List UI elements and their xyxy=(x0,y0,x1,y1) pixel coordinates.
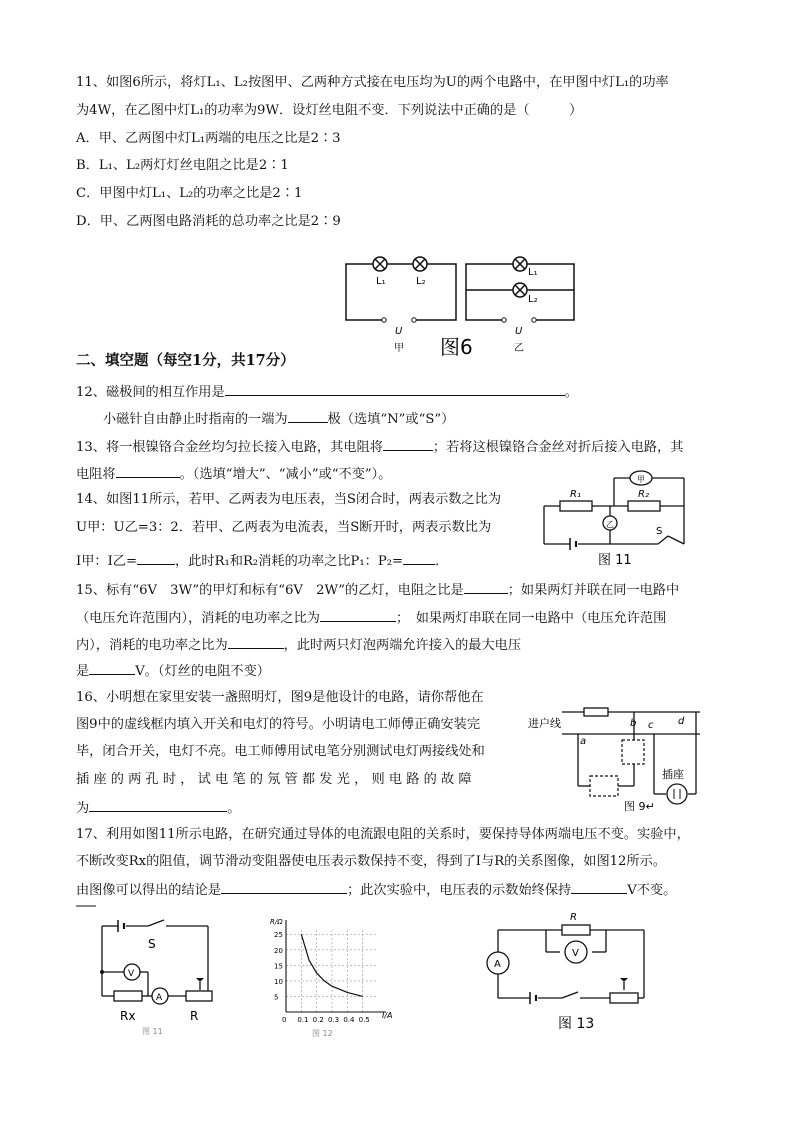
fig11-yi-meter: 乙 xyxy=(606,520,614,529)
q15-text-c: （电压允许范围内），消耗的电功率之比为 xyxy=(76,611,320,626)
q12-line1 xyxy=(76,381,578,403)
figure-11b-circuit xyxy=(96,912,226,1036)
q15-text-g: 是 xyxy=(76,664,90,679)
q13-text-a: 13、将一根镍铬合金丝均匀拉长接入电路，其电阻将 xyxy=(76,440,383,455)
q11-option-c: C．甲图中灯L₁、L₂的功率之比是2∶1 xyxy=(76,186,303,201)
q17-text-c: 由图像可以得出的结论是 xyxy=(76,883,222,898)
q13-text-b: ；若将这根镍铬合金丝对折后接入电路，其 xyxy=(432,440,684,455)
fig9-point-c: c xyxy=(648,720,654,731)
q14-line2: U甲：U乙=3：2．若甲、乙两表为电流表，当S断开时，两表示数比为 xyxy=(76,520,492,535)
q17-blank-2[interactable] xyxy=(571,879,627,894)
q15-line3 xyxy=(76,634,521,656)
fig6-l1-label: L₁ xyxy=(376,276,386,287)
q15-line2 xyxy=(76,607,666,629)
fig6-caption: 图6 xyxy=(440,335,473,359)
fig9-point-b: b xyxy=(630,718,637,729)
q12-text-a: 12、磁极间的相互作用是 xyxy=(76,385,225,400)
fig9-caption: 图 9↵ xyxy=(624,800,655,813)
fig12-xlabel: I/A xyxy=(382,1011,393,1020)
q15-text-d: ； 如果两灯串联在同一电路中（电压允许范围 xyxy=(395,611,667,626)
q15-text-a: 15、标有“6V 3W”的甲灯和标有“6V 2W”的乙灯，电阻之比是 xyxy=(76,583,464,598)
q15-text-e: 内），消耗的电功率之比为 xyxy=(76,638,228,653)
q16-text-f: 。 xyxy=(227,801,241,816)
fig12-y-tick-label: 15 xyxy=(274,962,283,971)
fig11-jia-meter: 甲 xyxy=(637,475,645,484)
fig6-yi-l2-label: L₂ xyxy=(528,294,538,305)
fig11b-switch-label: S xyxy=(148,937,156,951)
fig11b-caption: 图 11 xyxy=(142,1027,163,1036)
q13-text-c: 电阻将 xyxy=(76,467,116,482)
q17-line1: 17、利用如图11所示电路，在研究通过导体的电流跟电阻的关系时，要保持导体两端电压不变。实验中， xyxy=(76,827,690,842)
q16-line2: 图9中的虚线框内填入开关和电灯的符号。小明请电工师傅正确安装完 xyxy=(76,717,481,732)
q12-text-b: 。 xyxy=(564,385,578,400)
q17-line3 xyxy=(76,879,676,901)
fig12-x-tick-label: 0.5 xyxy=(358,1016,370,1024)
fig11-caption: 图 11 xyxy=(598,553,632,568)
q14-line3 xyxy=(76,550,448,572)
q16-line5 xyxy=(76,797,240,819)
q14-line1: 14、如图11所示，若甲、乙两表为电压表，当S闭合时，两表示数之比为 xyxy=(76,492,502,507)
figure-13-circuit xyxy=(482,912,662,1030)
fig9-point-d: d xyxy=(678,716,685,727)
q16-blank[interactable] xyxy=(89,797,227,812)
fig12-x-tick-label: 0.4 xyxy=(343,1016,355,1024)
q13-line2 xyxy=(76,463,391,485)
q13-line1 xyxy=(76,436,683,458)
fig12-x-tick-label: 0.3 xyxy=(328,1016,340,1024)
fig6-u-label: U xyxy=(395,326,403,337)
fig6-jia-label: 甲 xyxy=(394,343,404,354)
fig12-caption: 图 12 xyxy=(312,1029,333,1038)
q16-line3: 毕，闭合开关，电灯不亮。电工师傅用试电笔分别测试电灯两接线处和 xyxy=(76,744,485,759)
q11-option-b: B．L₁、L₂两灯灯丝电阻之比是2∶1 xyxy=(76,158,289,173)
q16-line4: 插 座 的 两 孔 时 ， 试 电 笔 的 氖 管 都 发 光 ， 则 电 路 的 故 障 xyxy=(76,772,472,787)
q15-blank-2[interactable] xyxy=(320,607,396,622)
fig12-x-tick-label: 0.2 xyxy=(312,1016,324,1024)
q12-line2 xyxy=(103,408,454,430)
q12-text-d: 极（选填“N”或“S”） xyxy=(327,412,455,427)
fig6-u2-label: U xyxy=(515,326,523,337)
q15-text-b: ；如果两灯并联在同一电路中 xyxy=(507,583,680,598)
q16-text-e: 为 xyxy=(76,801,90,816)
q15-line1 xyxy=(76,579,679,601)
q15-text-h: V。（灯丝的电阻不变） xyxy=(135,664,270,679)
fig12-ylabel: R/Ω xyxy=(270,918,283,926)
fig9-point-a: a xyxy=(580,736,587,747)
q13-text-d: 。（选填“增大”、“减小”或“不变”）。 xyxy=(179,467,392,482)
q17-text-d: ；此次实验中，电压表的示数始终保持 xyxy=(347,883,572,898)
q11-line1: 11、如图6所示，将灯L₁、L₂按图甲、乙两种方式接在电压均为U的两个电路中，在甲图中灯L₁的功率 xyxy=(76,75,669,90)
q16-line1: 16、小明想在家里安装一盏照明灯，图9是他设计的电路，请你帮他在 xyxy=(76,690,484,705)
figure-12-chart xyxy=(264,914,394,1038)
q11-line2: 为4W，在乙图中灯L₁的功率为9W．设灯丝电阻不变．下列说法中正确的是（ ） xyxy=(76,103,583,118)
q14-text-c: I甲：I乙= xyxy=(76,554,138,569)
q11-option-a: A．甲、乙两图中灯L₁两端的电压之比是2∶3 xyxy=(76,131,341,146)
fig9-incoming-line-label: 进户线 xyxy=(528,717,561,730)
figure-6-circuits xyxy=(340,250,580,362)
q13-blank-1[interactable] xyxy=(383,436,433,451)
figure-9-home-circuit xyxy=(528,700,704,816)
fig12-y-tick-label: 10 xyxy=(274,977,283,986)
q12-blank-2[interactable] xyxy=(288,408,328,423)
fig11b-rx-label: Rx xyxy=(120,1009,136,1023)
fig12-x-tick-label: 0 xyxy=(282,1016,287,1024)
q17-blank-1[interactable] xyxy=(221,879,347,894)
fig12-x-tick-label: 0.1 xyxy=(297,1016,309,1024)
q12-blank-1[interactable] xyxy=(225,381,565,396)
q15-blank-4[interactable] xyxy=(89,660,135,675)
q12-text-c: 小磁针自由静止时指南的一端为 xyxy=(103,412,288,427)
fig11-s-label: S xyxy=(656,526,663,537)
fig13-r-label: R xyxy=(570,912,577,923)
q14-blank-2[interactable] xyxy=(403,550,435,565)
q14-blank-1[interactable] xyxy=(137,550,175,565)
fig13-voltmeter-label: V xyxy=(572,948,579,959)
fig13-ammeter-label: A xyxy=(494,959,501,970)
fig11b-voltmeter-label: V xyxy=(128,969,135,979)
fig13-caption: 图 13 xyxy=(558,1016,595,1032)
fig11-r2-label: R₂ xyxy=(638,489,649,500)
fig12-y-tick-label: 5 xyxy=(274,993,279,1002)
fig12-y-tick-label: 25 xyxy=(274,931,283,940)
q14-text-d: ，此时R₁和R₂消耗的功率之比P₁：P₂= xyxy=(175,554,404,569)
margin-mark xyxy=(76,903,100,909)
fig6-yi-l1-label: L₁ xyxy=(528,267,538,278)
figure-11-circuit xyxy=(540,470,688,568)
q15-text-f: ，此时两只灯泡两端允许接入的最大电压 xyxy=(283,638,522,653)
fig11b-r-label: R xyxy=(190,1009,199,1023)
q15-line4 xyxy=(76,660,270,682)
q15-blank-3[interactable] xyxy=(228,634,284,649)
section-2-title: 二、填空题（每空1分，共17分） xyxy=(76,352,295,369)
q13-blank-2[interactable] xyxy=(116,463,180,478)
fig6-yi-label: 乙 xyxy=(514,343,524,354)
fig9-socket-label: 插座 xyxy=(662,768,684,781)
q15-blank-1[interactable] xyxy=(464,579,508,594)
q14-text-e: ． xyxy=(435,554,449,569)
fig12-y-tick-label: 20 xyxy=(274,946,283,955)
q17-line2: 不断改变Rx的阻值，调节滑动变阻器使电压表示数保持不变，得到了I与R的关系图像，如图12所示。 xyxy=(76,854,666,869)
q11-option-d: D．甲、乙两图电路消耗的总功率之比是2∶9 xyxy=(76,214,341,229)
q17-text-e: V不变。 xyxy=(627,883,677,898)
fig6-l2-label: L₂ xyxy=(416,276,426,287)
fig11b-ammeter-label: A xyxy=(156,993,163,1003)
fig11-r1-label: R₁ xyxy=(570,489,581,500)
